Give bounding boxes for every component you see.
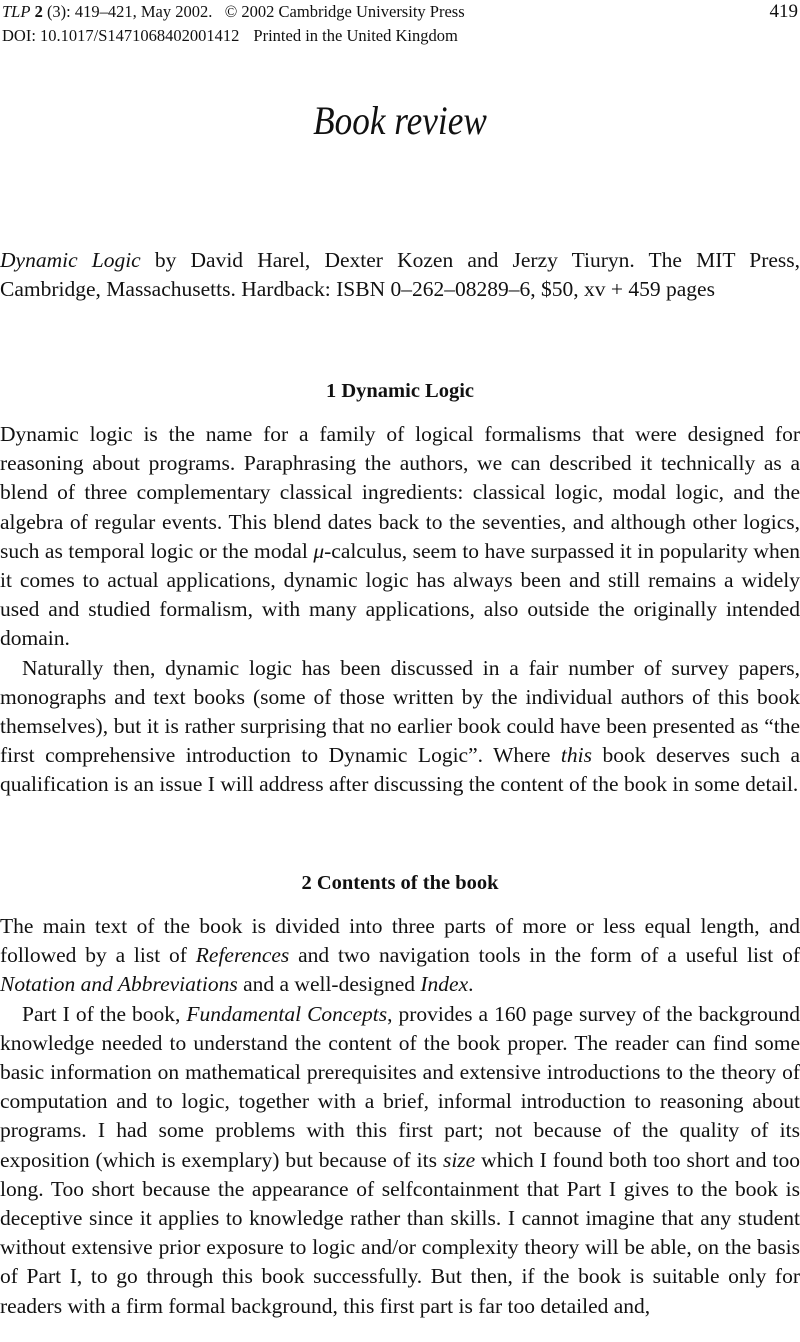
book-title: Dynamic Logic xyxy=(0,248,141,272)
paragraph-text: -calculus, seem to have surpassed it in popularity when it comes to actual applications, dynamic logic has always been and still remains a widely used and studied formalism, with many applications, also outside the originally intended domain. xyxy=(0,538,800,651)
emphasis: References xyxy=(195,943,290,968)
emphasis: size xyxy=(442,1147,476,1172)
emphasis: Fundamental Concepts xyxy=(186,1001,388,1026)
book-citation xyxy=(0,246,800,304)
running-header xyxy=(2,0,798,48)
section-1-body xyxy=(0,420,800,800)
paragraph-text: Dynamic logic is the name for a family of logical formalisms that were designed for reasoning about programs. Paraphrasing the authors, we can described it technically as a blend of three complementary classical ingredients: classical logic, modal logic, and the algebra of regular events. This blend dates back to the seventies, and although other logics, such as temporal logic or the modal xyxy=(0,422,800,563)
paragraph xyxy=(0,912,800,1000)
emphasis: this xyxy=(560,743,592,768)
paragraph-text: book deserves such a qualification is an issue I will address after discussing the content of the book in some detail. xyxy=(0,743,800,797)
header-row-2 xyxy=(2,24,798,48)
citation-line xyxy=(2,0,465,24)
emphasis: Notation and Abbreviations xyxy=(0,972,238,997)
section-heading-1: 1 Dynamic Logic xyxy=(325,380,475,402)
section-heading-2: 2 Contents of the book xyxy=(301,872,499,894)
doi-link[interactable]: DOI: 10.1017/S1471068402001412 xyxy=(2,26,240,45)
paragraph xyxy=(0,1000,800,1321)
paragraph-text: Part I of the book, xyxy=(22,1001,187,1026)
paragraph xyxy=(0,420,800,654)
section-2-body xyxy=(0,912,800,1321)
paragraph-text: which I found both too short and too long. Too short because the appearance of selfcontainment that Part I gives to the book is deceptive since it applies to knowledge rather than skills. I cannot imagine that any student without extensive prior exposure to logic and/or complexity theory will be able, on the basis of Part I, to go through this book successfully. But then, if the book is suitable only for readers with a firm formal background, this first part is far too detailed and, xyxy=(0,1147,800,1318)
paragraph-text: and two navigation tools in the form of a useful list of xyxy=(289,943,800,968)
header-row-1 xyxy=(2,0,798,24)
paragraph-text: The main text of the book is divided into three parts of more or less equal length, and followed by a list of xyxy=(0,914,800,968)
paragraph-text: Naturally then, dynamic logic has been discussed in a fair number of survey papers, monographs and text books (some of those written by the individual authors of this book themselves), but it is rather surprising that no earlier book could have been presented as “the first comprehensive introduction to Dynamic Logic”. Where xyxy=(0,655,800,768)
paragraph-text: , provides a 160 page survey of the background knowledge needed to understand the content of the book proper. The reader can find some basic information on mathematical prerequisites and extensive introductions to the theory of computation and to logic, together with a brief, informal introduction to reasoning about programs. I had some problems with this first part; not because of the quality of its exposition (which is exemplary) but because of its xyxy=(0,1001,800,1172)
paragraph-text: and a well-designed xyxy=(237,972,421,997)
journal-volume: 2 xyxy=(34,2,43,21)
paragraph xyxy=(0,654,800,800)
journal-abbrev: TLP xyxy=(2,2,31,21)
paragraph-text: . xyxy=(468,972,474,997)
copyright-notice: © 2002 Cambridge University Press xyxy=(224,2,465,21)
printed-notice: Printed in the United Kingdom xyxy=(253,26,458,45)
page-title: Book review xyxy=(313,98,487,143)
emphasis: Index xyxy=(420,972,469,997)
mu-symbol: μ xyxy=(313,538,325,563)
issue-pages-date: (3): 419–421, May 2002. xyxy=(42,2,213,21)
page-number: 419 xyxy=(769,1,798,22)
book-details: by David Harel, Dexter Kozen and Jerzy Tiuryn. The MIT Press, Cambridge, Massachusetts. Hardback: ISBN 0–262–08289–6, $50, xv + 459 pages xyxy=(0,248,800,301)
